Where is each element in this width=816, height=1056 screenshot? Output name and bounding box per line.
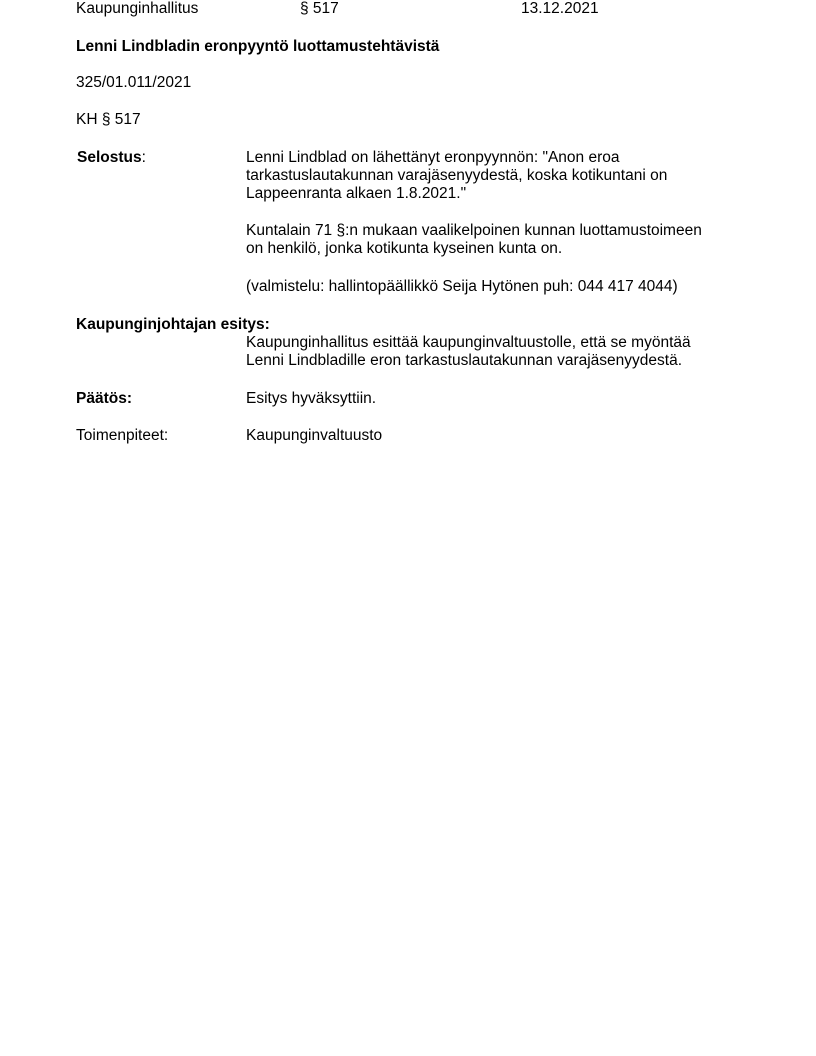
toimenpiteet-text: Kaupunginvaltuusto	[246, 427, 383, 444]
selostus-colon: :	[141, 149, 146, 166]
text-line: (valmistelu: hallintopäällikkö Seija Hytönen puh: 044 417 4044)	[246, 278, 678, 295]
case-number: 325/01.011/2021	[76, 74, 192, 91]
selostus-paragraph-3	[246, 278, 746, 296]
text-line: Lenni Lindblad on lähettänyt eronpyynnön: "Anon eroa	[246, 149, 620, 166]
text-line: Lenni Lindbladille eron tarkastuslautakunnan varajäsenyydestä.	[246, 352, 683, 369]
toimenpiteet-label: Toimenpiteet:	[76, 427, 169, 444]
selostus-paragraph-1	[246, 149, 746, 203]
section-reference: KH § 517	[76, 111, 141, 128]
paatos-text: Esitys hyväksyttiin.	[246, 390, 377, 407]
document-title: Lenni Lindbladin eronpyyntö luottamustehtävistä	[76, 38, 440, 55]
header-body: Kaupunginhallitus	[76, 0, 199, 17]
text-line: Kuntalain 71 §:n mukaan vaalikelpoinen kunnan luottamustoimeen	[246, 222, 702, 239]
text-line: on henkilö, jonka kotikunta kyseinen kunta on.	[246, 240, 563, 257]
selostus-label-wrap	[77, 149, 146, 167]
selostus-paragraph-2	[246, 222, 746, 258]
paatos-label: Päätös:	[76, 390, 132, 407]
selostus-label: Selostus	[77, 149, 142, 166]
text-line: tarkastuslautakunnan varajäsenyydestä, koska kotikuntani on	[246, 167, 668, 184]
esitys-label: Kaupunginjohtajan esitys:	[76, 316, 270, 333]
text-line: Kaupunginhallitus esittää kaupunginvaltuustolle, että se myöntää	[246, 334, 691, 351]
esitys-text	[246, 334, 746, 370]
header-section: § 517	[300, 0, 339, 17]
header-date: 13.12.2021	[521, 0, 599, 17]
text-line: Lappeenranta alkaen 1.8.2021."	[246, 185, 467, 202]
